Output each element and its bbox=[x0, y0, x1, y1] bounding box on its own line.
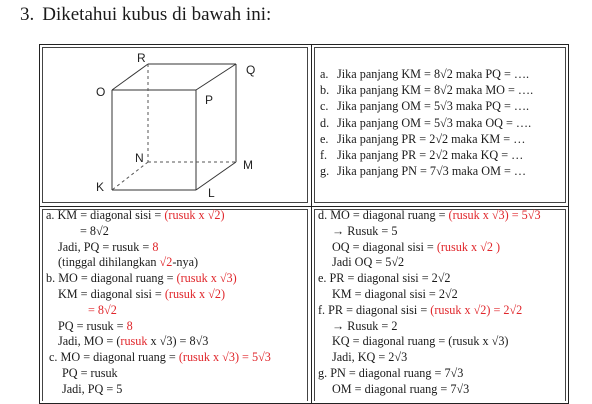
answer-line: g. PN = diagonal ruang = 7√3 bbox=[318, 365, 464, 380]
answer-line: Jadi, PQ = rusuk = 8 bbox=[58, 239, 159, 254]
answer-line: = 8√2 bbox=[88, 302, 117, 317]
question-item: b. Jika panjang KM = 8√2 maka MO = …. bbox=[320, 83, 534, 98]
question-item: d. Jika panjang OM = 5√3 maka OQ = …. bbox=[320, 115, 532, 130]
answer-line: PQ = rusuk = 8 bbox=[58, 318, 133, 333]
edge-RO bbox=[112, 64, 148, 90]
answer-line: a. KM = diagonal sisi = (rusuk x √2) bbox=[46, 208, 225, 222]
answer-line: Jadi, MO = (rusuk x √3) = 8√3 bbox=[58, 334, 209, 349]
table-column-divider bbox=[311, 44, 312, 404]
answer-line: PQ = rusuk bbox=[62, 365, 118, 380]
question-item: a. Jika panjang KM = 8√2 maka PQ = …. bbox=[320, 67, 530, 81]
answer-line: KM = diagonal sisi = (rusuk x √2) bbox=[58, 286, 226, 301]
answer-line: Jadi OQ = 5√2 bbox=[332, 255, 405, 270]
question-heading bbox=[20, 4, 271, 26]
table-row-divider bbox=[39, 206, 569, 207]
question-item: c. Jika panjang OM = 5√3 maka PQ = …. bbox=[320, 99, 530, 114]
answers-left bbox=[46, 208, 271, 398]
answer-line: f. PR = diagonal sisi = (rusuk x √2) = 2√2 bbox=[318, 302, 523, 317]
answer-line: d. MO = diagonal ruang = (rusuk x √3) = 5√3 bbox=[318, 208, 541, 222]
answer-line: KM = diagonal sisi = 2√2 bbox=[332, 286, 458, 301]
answer-line: Jadi, KQ = 2√3 bbox=[332, 350, 408, 365]
answer-line: c. MO = diagonal ruang = (rusuk x √3) = 5√3 bbox=[49, 350, 271, 365]
question-title: Diketahui kubus di bawah ini: bbox=[42, 4, 272, 25]
edge-LM bbox=[196, 162, 236, 190]
cube-label-L: L bbox=[208, 186, 215, 200]
cube-label-N: N bbox=[135, 151, 144, 165]
answer-line: (tinggal dihilangkan √2-nya) bbox=[58, 255, 199, 270]
cube-label-M: M bbox=[243, 158, 253, 172]
cube-label-O: O bbox=[96, 85, 106, 99]
answer-line: → Rusuk = 2 bbox=[332, 318, 398, 333]
cube-label-K: K bbox=[96, 180, 105, 194]
question-item: f. Jika panjang PR = 2√2 maka KQ = … bbox=[320, 148, 524, 163]
cube-label-Q: Q bbox=[246, 63, 256, 77]
answer-line: Jadi, PQ = 5 bbox=[62, 381, 123, 396]
cube-label-R: R bbox=[137, 51, 146, 65]
answer-line: e. PR = diagonal sisi = 2√2 bbox=[318, 271, 451, 286]
edge-QP bbox=[196, 64, 236, 90]
answer-line: → Rusuk = 5 bbox=[332, 223, 398, 238]
answers-right bbox=[318, 208, 541, 398]
answer-line: OQ = diagonal sisi = (rusuk x √2 ) bbox=[332, 239, 501, 254]
cube-figure bbox=[86, 44, 276, 206]
question-number: 3. bbox=[20, 4, 35, 25]
answer-line: KQ = diagonal ruang = (rusuk x √3) bbox=[332, 334, 509, 349]
edge-NK-hidden bbox=[112, 162, 148, 190]
cube-label-P: P bbox=[205, 93, 214, 107]
question-item: g. Jika panjang PN = 7√3 maka OM = … bbox=[320, 164, 527, 179]
question-list bbox=[320, 66, 533, 179]
answer-line: = 8√2 bbox=[80, 223, 109, 238]
answer-line: b. MO = diagonal ruang = (rusuk x √3) bbox=[46, 271, 237, 286]
question-item: e. Jika panjang PR = 2√2 maka KM = … bbox=[320, 131, 526, 146]
answer-line: OM = diagonal ruang = 7√3 bbox=[332, 381, 470, 396]
